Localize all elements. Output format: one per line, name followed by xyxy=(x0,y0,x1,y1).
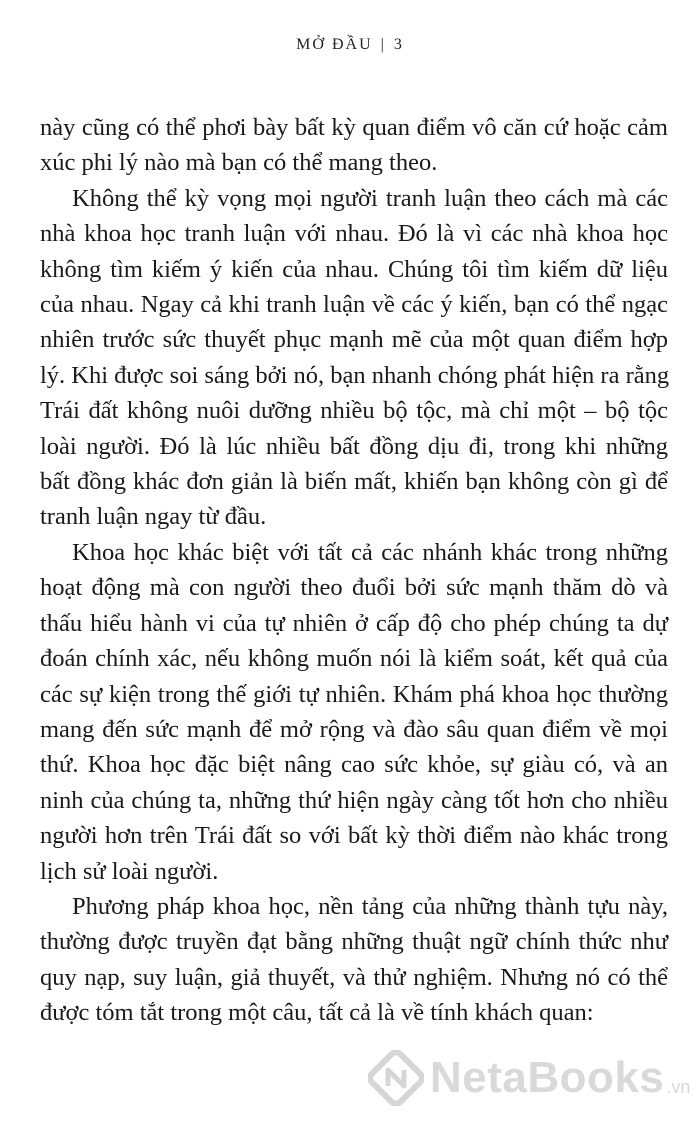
text-line: Trái đất không nuôi dưỡng nhiều bộ tộc, mà chỉ một – bộ tộc xyxy=(40,397,668,425)
paragraph xyxy=(40,110,668,181)
watermark-brand: NetaBooks xyxy=(430,1053,665,1102)
text-line: này cũng có thể phơi bày bất kỳ quan điểm vô căn cứ hoặc cảm xyxy=(40,114,668,141)
watermark-suffix: .vn xyxy=(666,1077,691,1097)
text-line: lịch sử loài người. xyxy=(40,857,219,885)
header-separator: | xyxy=(380,36,386,53)
text-line: nhiên trước sức thuyết phục mạnh mẽ của một quan điểm hợp xyxy=(40,326,668,354)
text-line: thấu hiểu hành vi của tự nhiên ở cấp độ cho phép chúng ta dự xyxy=(40,609,668,637)
chapter-title: MỞ ĐẦU xyxy=(296,36,373,53)
paragraph xyxy=(40,535,668,889)
text-line: bất đồng khác đơn giản là biến mất, khiến bạn không còn gì để xyxy=(40,468,668,496)
running-header xyxy=(0,36,700,54)
text-line: được tóm tắt trong một câu, tất cả là về tính khách quan: xyxy=(40,999,594,1027)
text-line: quy nạp, suy luận, giả thuyết, và thử nghiệm. Nhưng nó có thể xyxy=(40,963,668,991)
text-line: hoạt động mà con người theo đuổi bởi sức mạnh thăm dò và xyxy=(40,574,668,602)
text-line: tranh luận ngay từ đầu. xyxy=(40,503,267,531)
text-line: nhà khoa học tranh luận với nhau. Đó là vì các nhà khoa học xyxy=(40,220,668,248)
text-line: các sự kiện trong thế giới tự nhiên. Khám phá khoa học thường xyxy=(40,680,668,708)
text-line: Không thể kỳ vọng mọi người tranh luận theo cách mà các xyxy=(72,184,668,212)
text-line: xúc phi lý nào mà bạn có thể mang theo. xyxy=(40,149,438,177)
text-line: loài người. Đó là lúc nhiều bất đồng dịu đi, trong khi những xyxy=(40,432,668,460)
page-number: 3 xyxy=(393,36,404,53)
paragraph xyxy=(40,181,668,535)
paragraph xyxy=(40,889,668,1031)
text-line: của nhau. Ngay cả khi tranh luận về các ý kiến, bạn có thể ngạc xyxy=(40,291,668,319)
text-line: mang đến sức mạnh để mở rộng và đào sâu quan điểm về mọi xyxy=(40,715,668,743)
text-line: không tìm kiếm ý kiến của nhau. Chúng tôi tìm kiếm dữ liệu xyxy=(40,255,668,283)
text-line: lý. Khi được soi sáng bởi nó, bạn nhanh chóng phát hiện ra rằng xyxy=(40,361,670,389)
text-line: thứ. Khoa học đặc biệt nâng cao sức khỏe, sự giàu có, và an xyxy=(40,751,668,779)
text-line: người hơn trên Trái đất so với bất kỳ thời điểm nào khác trong xyxy=(40,822,668,850)
text-line: ninh của chúng ta, những thứ hiện ngày càng tốt hơn cho nhiều xyxy=(40,786,668,814)
text-line: Khoa học khác biệt với tất cả các nhánh khác trong những xyxy=(72,538,668,566)
netabooks-logo-icon xyxy=(368,1050,424,1106)
text-line: đoán chính xác, nếu không muốn nói là kiểm soát, kết quả của xyxy=(40,645,668,673)
text-line: Phương pháp khoa học, nền tảng của những thành tựu này, xyxy=(72,892,668,920)
watermark xyxy=(368,1046,690,1110)
body-text xyxy=(40,110,668,1031)
text-line: thường được truyền đạt bằng những thuật ngữ chính thức như xyxy=(40,928,668,956)
